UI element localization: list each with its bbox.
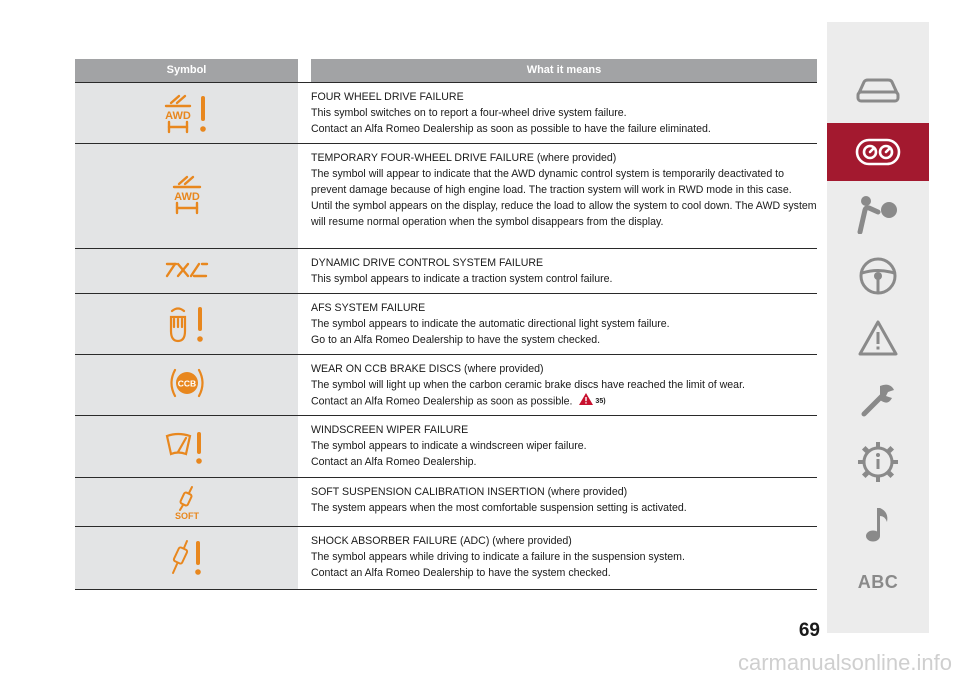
sidebar-item-emergency[interactable] [827,309,929,367]
row-text: This symbol appears to indicate a traction system control failure. [311,273,613,285]
row-text: The symbol appears to indicate a windscreen wiper failure. [311,440,587,452]
car-icon [855,75,901,105]
meaning-cell [311,144,817,248]
sidebar-item-instruments[interactable] [827,123,929,181]
instrument-panel-icon [854,137,902,167]
shock-absorber-failure-icon [165,539,209,577]
sidebar-item-safety[interactable] [827,185,929,243]
steering-wheel-icon [858,256,898,296]
row-text: Contact an Alfa Romeo Dealership to have the system checked. [311,567,611,579]
symbol-cell [75,527,298,589]
warning-lights-table [75,59,817,590]
wrench-icon [858,380,898,420]
ccb-brake-wear-icon [167,364,207,402]
meaning-cell [311,249,817,293]
symbol-cell [75,294,298,354]
row-title: TEMPORARY FOUR-WHEEL DRIVE FAILURE (where provided) [311,152,617,164]
row-title: AFS SYSTEM FAILURE [311,302,426,314]
meaning-cell [311,416,817,477]
sidebar-item-servicing[interactable] [827,371,929,429]
row-text: The symbol will appear to indicate that the AWD dynamic control system is temporarily deactivated to prevent damage because of high engine load. The traction system will work in RWD mode in this case. [311,168,792,196]
table-row [75,143,817,248]
table-row [75,293,817,354]
svg-text:SOFT: SOFT [174,511,199,521]
table-row [75,82,817,143]
row-text: Go to an Alfa Romeo Dealership to have the system checked. [311,334,601,346]
meaning-cell [311,527,817,589]
symbol-cell [75,416,298,477]
table-header [75,59,817,82]
row-title: WEAR ON CCB BRAKE DISCS (where provided) [311,363,544,375]
row-text: The symbol appears while driving to indicate a failure in the suspension system. [311,551,685,563]
awd-failure-icon [159,94,215,136]
row-text: This symbol switches on to report a four-wheel drive system failure. [311,107,627,119]
meaning-cell [311,294,817,354]
symbol-cell [75,249,298,293]
sidebar-item-car[interactable] [827,61,929,119]
row-text: Contact an Alfa Romeo Dealership. [311,456,477,468]
row-text: The symbol will light up when the carbon ceramic brake discs have reached the limit of wear. [311,379,745,391]
warning-reference[interactable]: 35) [595,398,606,406]
warning-triangle-icon [579,393,593,410]
meaning-cell [311,83,817,143]
sidebar-item-starting-driving[interactable] [827,247,929,305]
watermark: carmanualsonline.info [737,650,952,675]
row-title: SHOCK ABSORBER FAILURE (ADC) (where provided) [311,535,572,547]
symbol-cell [75,83,298,143]
table-row [75,526,817,590]
soft-suspension-icon [167,485,207,521]
meaning-column-header: What it means [311,59,817,82]
warning-triangle-icon [857,319,899,357]
row-title: DYNAMIC DRIVE CONTROL SYSTEM FAILURE [311,257,544,269]
table-row [75,354,817,415]
svg-text:AWD: AWD [164,110,191,122]
row-text: The system appears when the most comfortable suspension setting is activated. [311,502,687,514]
technical-info-icon [857,441,899,483]
table-row [75,477,817,526]
sidebar-item-technical-data[interactable] [827,433,929,491]
row-text: Contact an Alfa Romeo Dealership as soon as possible to have the failure eliminated. [311,123,711,135]
table-row [75,415,817,477]
meaning-cell [311,355,817,415]
abc-index-label: ABC [857,571,899,592]
page-number: 69 [798,620,820,641]
airbag-icon [856,194,900,234]
symbol-cell [75,144,298,248]
sidebar-item-index[interactable] [827,553,929,611]
symbol-cell [75,478,298,526]
row-text: Until the symbol appears on the display, reduce the load to allow the system to cool down. The AWD system will resume normal operation when the symbol disappears from the display. [311,200,817,228]
temporary-awd-failure-icon [165,175,209,217]
chapter-sidebar [827,22,929,633]
row-title: WINDSCREEN WIPER FAILURE [311,424,469,436]
sidebar-item-multimedia[interactable] [827,495,929,553]
table-row [75,248,817,293]
dynamic-drive-control-icon [164,260,210,280]
row-text: Contact an Alfa Romeo Dealership as soon as possible. [311,395,573,408]
svg-text:CCB: CCB [177,378,196,389]
meaning-cell [311,478,817,526]
windscreen-wiper-failure-icon [164,430,210,466]
row-title: FOUR WHEEL DRIVE FAILURE [311,91,464,103]
svg-text:AWD: AWD [173,191,200,203]
row-title: SOFT SUSPENSION CALIBRATION INSERTION (where provided) [311,486,628,498]
symbol-column-header: Symbol [75,59,298,82]
symbol-cell [75,355,298,415]
row-text: The symbol appears to indicate the automatic directional light system failure. [311,318,670,330]
afs-failure-icon [163,305,211,345]
music-note-icon [863,504,893,544]
